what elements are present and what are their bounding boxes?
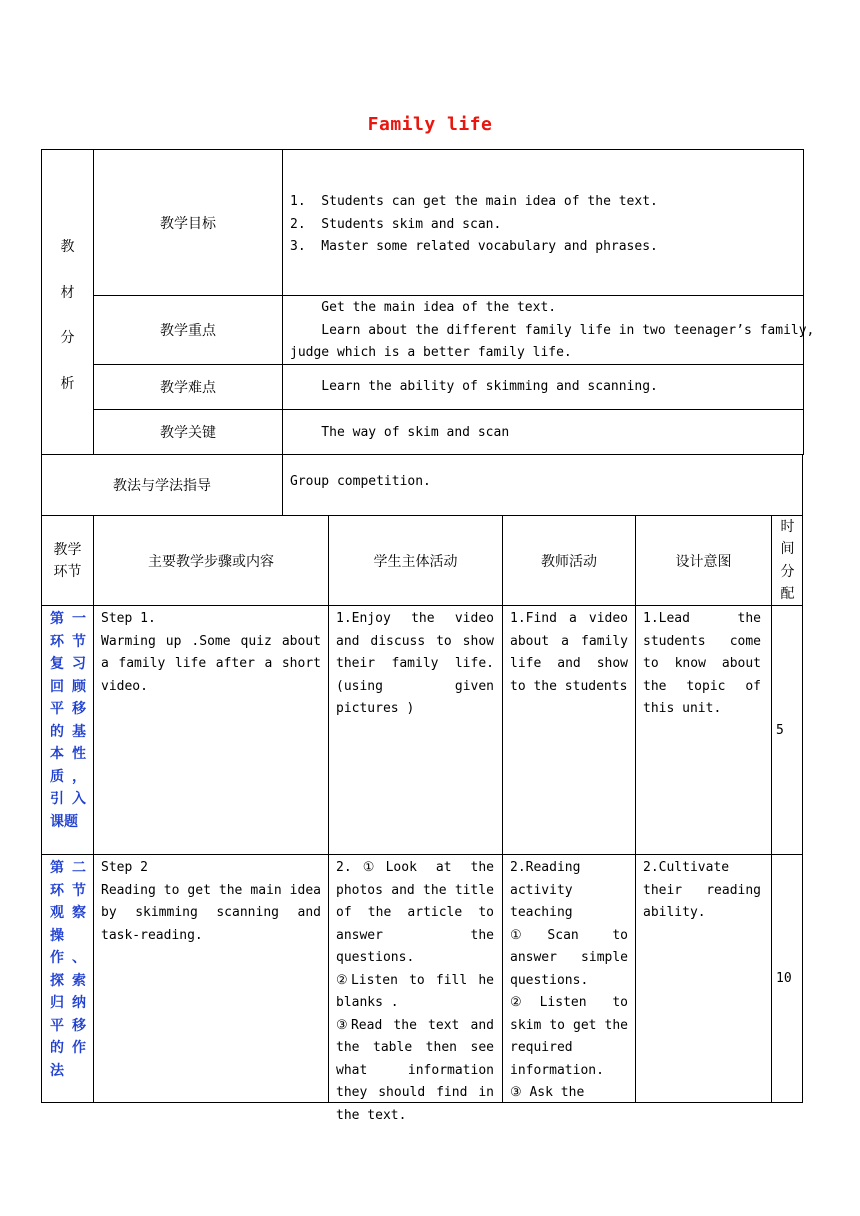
- header-time: 时 间 分 配: [780, 518, 795, 602]
- key-point-line: judge which is a better family life.: [290, 345, 572, 360]
- guide-label: 教法与学法指导: [113, 478, 211, 494]
- key-point-line: Learn about the different family life in two teenager’s family,: [290, 322, 815, 338]
- key-line: The way of skim and scan: [290, 425, 510, 440]
- header-design: 设计意图: [675, 553, 732, 570]
- design-1: 1.Lead the students come to know about the topic of this unit.: [643, 611, 761, 716]
- objective-line: 3. Master some related vocabulary and phrases.: [290, 239, 658, 254]
- key-point-line: Get the main idea of the text.: [290, 300, 557, 315]
- difficulty-line: Learn the ability of skimming and scanning.: [290, 379, 658, 394]
- header-stage: 教学 环节: [53, 541, 82, 580]
- time-2: 10: [776, 971, 792, 986]
- stage-1: 第 一 环 节 复 习 回 顾 平 移 的 基 本 性 质 ， 引 入 课题: [50, 611, 86, 830]
- header-student: 学生主体活动: [373, 553, 458, 570]
- steps-2: Step 2 Reading to get the main idea by skimming scanning and task-reading.: [101, 860, 321, 943]
- student-2: 2.①Look at the photos and the title of the article to answer the questions. ②Listen to fill he blanks . ③Read the text and the table then see what information they should find in the text.: [336, 860, 494, 1123]
- document-title: Family life: [367, 114, 493, 135]
- teacher-1: 1.Find a video about a family life and show to the students: [510, 611, 628, 694]
- steps-1: Step 1. Warming up .Some quiz about a family life after a short video.: [101, 611, 321, 694]
- header-steps: 主要教学步骤或内容: [148, 553, 274, 570]
- teacher-2: 2.Reading activity teaching ①Scan to answer simple questions. ②Listen to skim to get the required information. ③ Ask the: [510, 860, 628, 1100]
- time-1: 5: [776, 723, 784, 738]
- row-label-difficulties: 教学难点: [160, 380, 216, 396]
- design-2: 2.Cultivate their reading ability.: [643, 860, 761, 920]
- objective-line: 2. Students skim and scan.: [290, 216, 502, 232]
- row-label-objectives: 教学目标: [160, 215, 216, 232]
- student-1: 1.Enjoy the video and discuss to show their family life.(using given pictures ): [336, 611, 494, 716]
- header-teacher: 教师活动: [541, 553, 597, 570]
- row-label-key: 教学关键: [160, 425, 216, 441]
- difficulties-content: [290, 376, 800, 399]
- objectives-content: [290, 191, 800, 259]
- objective-line: 1. Students can get the main idea of the text.: [290, 194, 658, 209]
- guide-value: Group competition.: [290, 474, 431, 489]
- key-points-content: [290, 297, 815, 365]
- stage-2: 第 二 环 节 观 察 操 作 、 探 索 归 纳 平 移 的 作 法: [50, 860, 86, 1079]
- key-content: [290, 422, 800, 445]
- analysis-vertical-label: 教 材 分 析: [60, 239, 75, 392]
- row-label-key-points: 教学重点: [160, 323, 216, 339]
